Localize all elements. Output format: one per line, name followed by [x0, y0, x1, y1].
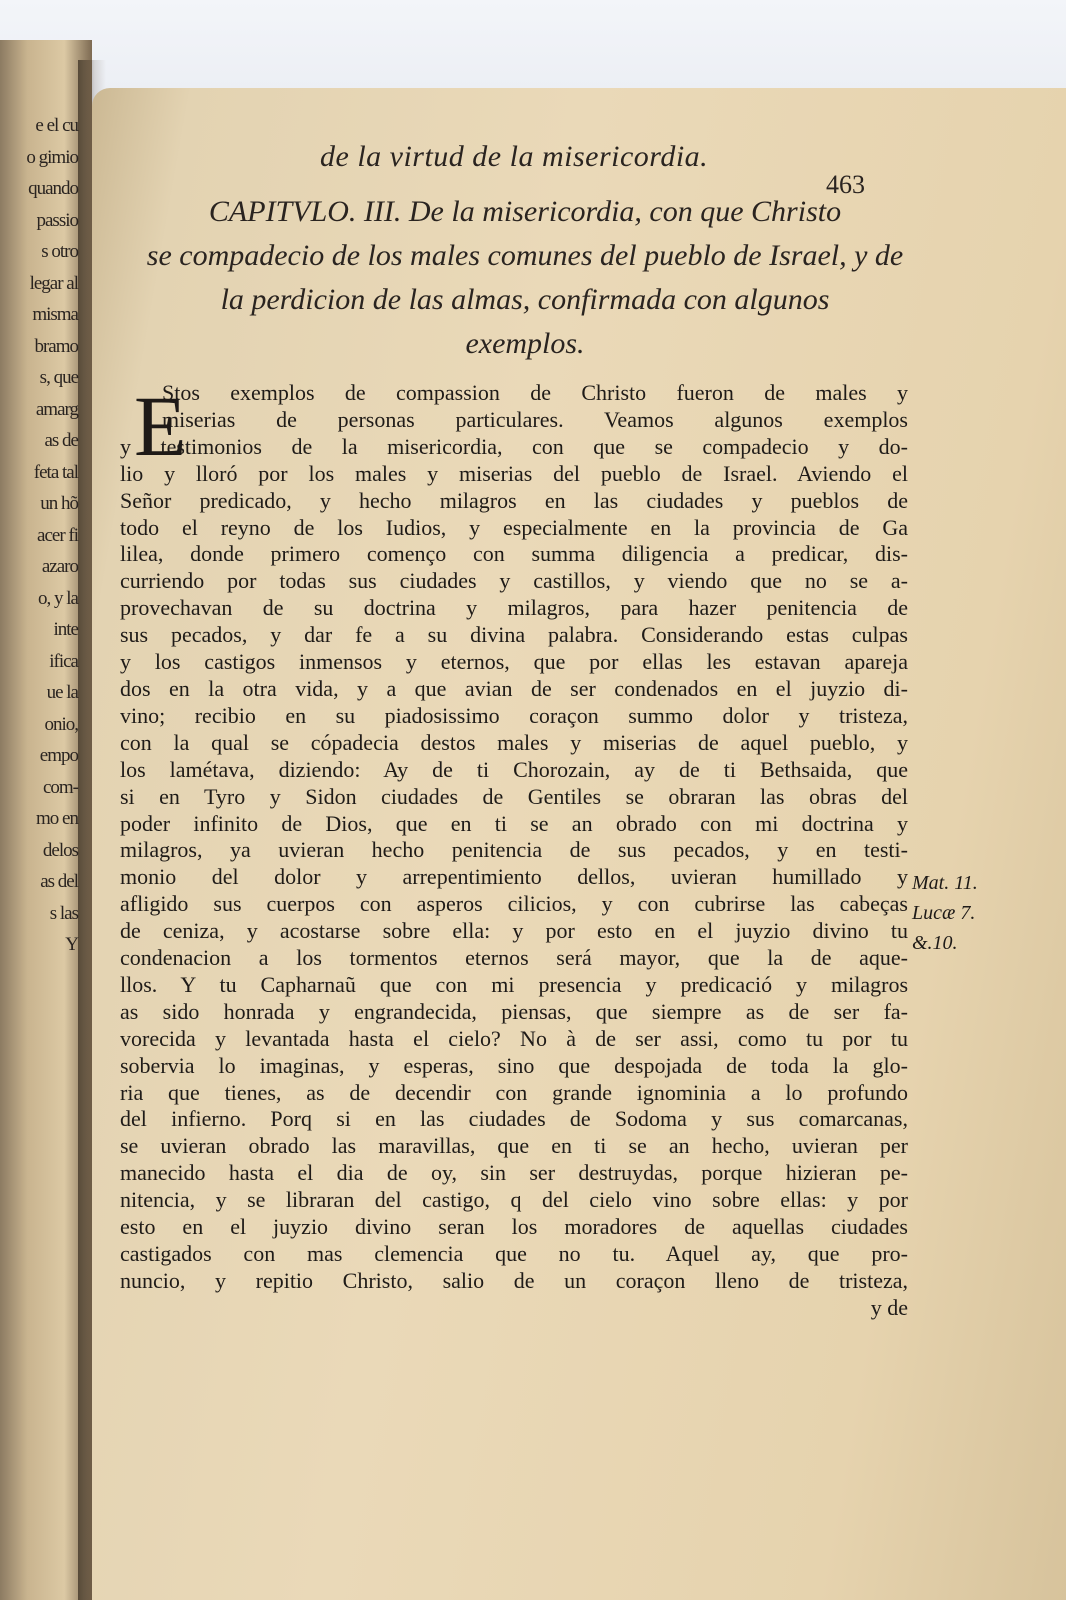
body-line: nitencia, y se libraran del castigo, q del cielo vino sobre ellas: y por — [120, 1187, 908, 1213]
body-line: condenacion a los tormentos eternos será mayor, que la de aque- — [120, 945, 908, 971]
left-page-fragment: onio, — [44, 713, 78, 735]
margin-note — [912, 868, 978, 958]
margin-note-line-1: Mat. 11. — [912, 872, 978, 894]
body-line: con la qual se cópadecia destos males y miserias de aquel pueblo, y — [120, 729, 908, 755]
left-page-text-fragments — [18, 110, 78, 961]
body-line: vino; recibio en su piadosissimo coraçon summo dolor y tristeza, — [120, 702, 908, 728]
left-page-fragment: com- — [42, 776, 78, 798]
left-page-fragment: s, que — [39, 367, 78, 388]
body-line: Stos exemplos de compassion de Christo fueron de males y — [162, 380, 908, 405]
left-page-fragment: amarg — [35, 398, 78, 420]
left-page-fragment: s las — [49, 902, 78, 924]
body-line: sus pecados, y dar fe a su divina palabra. Considerando estas culpas — [120, 622, 908, 648]
body-line: as sido honrada y engrandecida, piensas, que siempre as de ser fa- — [120, 998, 908, 1024]
body-line: castigados con mas clemencia que no tu. Aquel ay, que pro- — [120, 1241, 908, 1266]
body-line: se uvieran obrado las maravillas, que en ti se an hecho, uvieran per — [120, 1133, 908, 1159]
margin-note-line-2: Lucæ 7. — [912, 902, 976, 924]
body-line: manecido hasta el dia de oy, sin ser destruydas, porque hizieran pe- — [120, 1160, 908, 1186]
left-page-fragment: feta tal — [33, 461, 78, 483]
body-line: lio y lloró por los males y miserias del pueblo de Israel. Aviendo el — [120, 460, 908, 486]
chapter-title-line-1: CAPITVLO. III. De la misericordia, con que Christo — [208, 195, 842, 228]
left-page-fragment: empo — [39, 745, 78, 766]
body-line: afligido sus cuerpos con asperos cilicios, y con cubrirse las cabeças — [120, 891, 908, 917]
body-line: esto en el juyzio divino seran los moradores de aquellas ciudades — [120, 1214, 908, 1240]
body-line: curriendo por todas sus ciudades y castillos, y viendo que no se a- — [120, 568, 908, 594]
left-page-fragment: as del — [40, 871, 78, 892]
left-page-fragment: passio — [36, 209, 78, 231]
body-line: milagros, ya uvieran hecho penitencia de sus pecados, y en testi- — [120, 837, 908, 863]
body-line: monio del dolor y arrepentimiento dellos, uvieran humillado y — [120, 864, 908, 890]
body-line: ria que tienes, as de decendir con grande ignominia a lo profundo — [120, 1079, 908, 1105]
left-page-fragment: as de — [44, 430, 78, 451]
left-page-fragment: quando — [28, 178, 78, 199]
body-line: miserias de personas particulares. Veamos algunos exemplos — [162, 406, 908, 432]
left-page-fragment: ue la — [46, 682, 78, 703]
margin-note-line-3: &.10. — [912, 932, 958, 954]
left-page-fragment: misma — [32, 304, 78, 325]
body-line: poder infinito de Dios, que en ti se an obrado con mi doctrina y — [120, 810, 908, 836]
left-page-fragment: o, y la — [38, 587, 78, 609]
left-page-fragment: acer fi — [37, 524, 78, 546]
left-page-fragment: azaro — [41, 556, 78, 577]
body-line: provechavan de su doctrina y milagros, para hazer penitencia de — [120, 595, 908, 621]
chapter-title — [145, 190, 905, 366]
left-page-fragment: un hõ — [40, 493, 78, 514]
body-line: si en Tyro y Sidon ciudades de Gentiles se obraran las obras del — [120, 783, 908, 809]
chapter-title-line-2: se compadecio de los males comunes del pueblo de Israel, y de — [146, 239, 904, 272]
running-head: de la virtud de la misericordia. — [320, 140, 709, 173]
body-line: todo el reyno de los Iudios, y especialmente en la provincia de Ga — [120, 514, 908, 540]
body-line: y los castigos inmensos y eternos, que por ellas les estavan apareja — [120, 649, 908, 675]
left-page-fragment: ifica — [49, 650, 78, 672]
left-page-fragment: o gimio — [26, 146, 78, 168]
left-page-fragment: delos — [42, 839, 78, 861]
body-line: llos. Y tu Capharnaũ que con mi presencia y predicació y milagros — [120, 971, 908, 997]
left-page-fragment: s otro — [41, 241, 78, 262]
drop-cap: E — [134, 378, 187, 474]
left-page-fragment: Y — [65, 934, 78, 955]
page-number: 463 — [826, 170, 865, 199]
body-line: los lamétava, diziendo: Ay de ti Chorozain, ay de ti Bethsaida, que — [120, 756, 908, 782]
body-line: Señor predicado, y hecho milagros en las ciudades y pueblos de — [120, 487, 908, 513]
body-text — [120, 380, 908, 1322]
chapter-title-line-3: la perdicion de las almas, confirmada con algunos — [220, 283, 830, 316]
body-line: lilea, donde primero començo con summa diligencia a predicar, dis- — [120, 541, 908, 567]
body-line: dos en la otra vida, y a que avian de ser condenados en el juyzio di- — [120, 675, 908, 701]
left-page-fragment: bramo — [34, 335, 78, 357]
body-line: sobervia lo imaginas, y esperas, sino que despojada de toda la glo- — [120, 1052, 908, 1078]
body-line: vorecida y levantada hasta el cielo? No à de ser assi, como tu por tu — [120, 1025, 908, 1051]
left-page-fragment: legar al — [29, 272, 78, 294]
left-page-fragment: inte — [53, 619, 78, 640]
catchword: y de — [870, 1294, 908, 1320]
body-line: y testimonios de la misericordia, con que se compadecio y do- — [120, 433, 908, 459]
chapter-title-line-4: exemplos. — [465, 327, 585, 360]
left-page-fragment: e el cu — [35, 115, 78, 136]
left-page-fragment: mo en — [36, 808, 78, 829]
body-line: del infierno. Porq si en las ciudades de Sodoma y sus comarcanas, — [120, 1106, 908, 1132]
body-line: nuncio, y repitio Christo, salio de un coraçon lleno de tristeza, — [120, 1267, 908, 1293]
body-line: de ceniza, y acostarse sobre ella: y por esto en el juyzio divino tu — [120, 918, 908, 944]
